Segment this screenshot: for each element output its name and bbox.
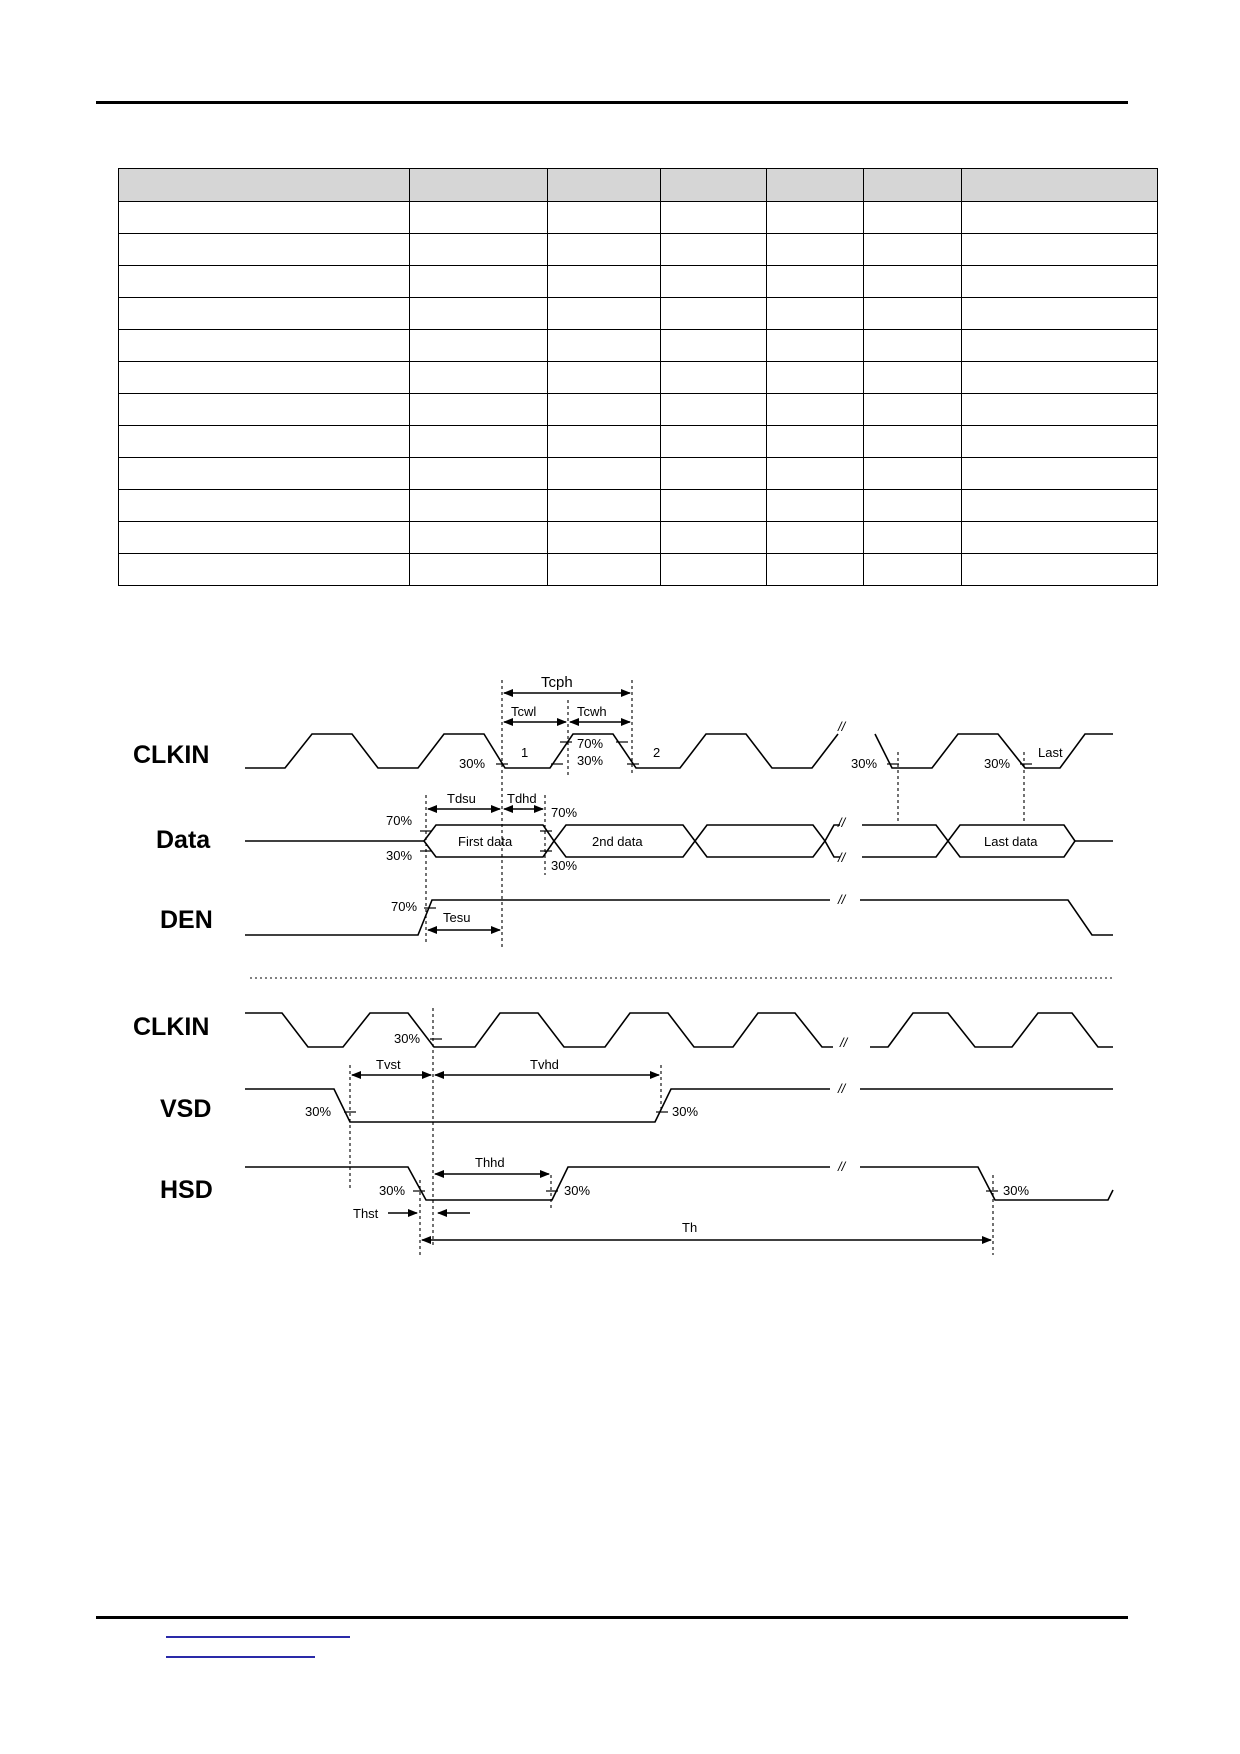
data-resume-bottom (862, 841, 948, 857)
table-row (119, 458, 1158, 490)
table-cell (119, 554, 410, 586)
table-cell (410, 202, 548, 234)
table-cell (767, 426, 863, 458)
table-cell (863, 394, 961, 426)
tcwl-label: Tcwl (511, 704, 537, 719)
clkin-bottom-label: CLKIN (133, 1013, 210, 1041)
table-cell (660, 426, 767, 458)
table-cell (410, 522, 548, 554)
clock-mark-2: 2 (653, 745, 661, 760)
data-label: Data (156, 826, 211, 854)
table-row (119, 522, 1158, 554)
table-cell (119, 362, 410, 394)
table-cell (767, 554, 863, 586)
table-cell (863, 298, 961, 330)
break-mark-hsd: // (838, 1159, 846, 1174)
table-row (119, 202, 1158, 234)
timing-spec-table (118, 168, 1158, 586)
table-cell (119, 458, 410, 490)
header-cell-symbol (410, 169, 548, 202)
level-30-clk-1: 30% (459, 756, 486, 771)
table-header-row (119, 169, 1158, 202)
table-cell (119, 234, 410, 266)
third-data-cell (695, 825, 825, 857)
break-mark-clkin-top: // (838, 719, 846, 734)
table-body (119, 202, 1158, 586)
table-cell (119, 330, 410, 362)
table-cell (962, 362, 1158, 394)
table-cell (660, 234, 767, 266)
level-30-data-right: 30% (551, 858, 578, 873)
table-cell (962, 522, 1158, 554)
table-row (119, 298, 1158, 330)
table-cell (767, 266, 863, 298)
den-wave-after-break (860, 900, 1113, 935)
table-cell (767, 202, 863, 234)
table-cell (767, 298, 863, 330)
table-row (119, 490, 1158, 522)
level-30-vsd-right: 30% (672, 1104, 699, 1119)
table-cell (660, 330, 767, 362)
table-cell (410, 554, 548, 586)
data-resume-top (862, 825, 948, 841)
table-cell (548, 234, 661, 266)
table-cell (548, 330, 661, 362)
table-cell (863, 330, 961, 362)
reference-lines (350, 680, 1024, 1255)
clock-mark-last: Last (1038, 745, 1063, 760)
table-cell (863, 458, 961, 490)
table-cell (548, 298, 661, 330)
level-30-hsd-left: 30% (379, 1183, 406, 1198)
table-cell (119, 426, 410, 458)
table-cell (660, 554, 767, 586)
table-cell (962, 394, 1158, 426)
thst-label: Thst (353, 1206, 379, 1221)
break-mark-data-top: // (838, 815, 846, 830)
table-cell (548, 266, 661, 298)
table-cell (410, 362, 548, 394)
table-cell (548, 458, 661, 490)
dimension-arrows (352, 693, 991, 1240)
table-row (119, 394, 1158, 426)
table-cell (863, 554, 961, 586)
level-70-den: 70% (391, 899, 418, 914)
tcph-label: Tcph (541, 674, 573, 691)
table-cell (863, 362, 961, 394)
table-cell (660, 394, 767, 426)
table-cell (767, 330, 863, 362)
level-30-clk-bottom: 30% (394, 1031, 421, 1046)
level-30-vsd-left: 30% (305, 1104, 332, 1119)
table-cell (548, 490, 661, 522)
table-cell (410, 298, 548, 330)
hsd-wave-after-break (860, 1167, 1113, 1200)
table-cell (410, 458, 548, 490)
table-cell (962, 266, 1158, 298)
hsd-label: HSD (160, 1176, 213, 1204)
level-30-hsd-mid: 30% (564, 1183, 591, 1198)
table-cell (863, 202, 961, 234)
level-30-clk-last: 30% (984, 756, 1011, 771)
table-cell (863, 234, 961, 266)
clkin-top-label: CLKIN (133, 741, 210, 769)
table-cell (410, 266, 548, 298)
table-cell (119, 522, 410, 554)
clock-mark-1: 1 (521, 745, 529, 760)
timing-diagram (0, 660, 1240, 1280)
level-70-clk-high: 70% (577, 736, 604, 751)
header-rule (96, 101, 1128, 104)
break-mark-clkin-bottom: // (840, 1035, 848, 1050)
table-row (119, 554, 1158, 586)
break-mark-data-bottom: // (838, 850, 846, 865)
clkin-top-wave (245, 734, 838, 768)
clkin-bottom-wave (245, 1013, 833, 1047)
table-cell (660, 298, 767, 330)
table-cell (548, 394, 661, 426)
table-cell (119, 298, 410, 330)
header-cell-min (548, 169, 661, 202)
table-cell (410, 394, 548, 426)
first-data-text: First data (458, 834, 513, 849)
table-cell (962, 426, 1158, 458)
table-cell (660, 522, 767, 554)
header-cell-parameter (119, 169, 410, 202)
vsd-label: VSD (160, 1095, 212, 1123)
tdhd-label: Tdhd (507, 791, 537, 806)
level-70-data-right: 70% (551, 805, 578, 820)
header-cell-max (767, 169, 863, 202)
header-cell-remark (962, 169, 1158, 202)
footer-link-underline[interactable] (166, 1636, 350, 1638)
footer-rule (96, 1616, 1128, 1619)
break-mark-vsd: // (838, 1081, 846, 1096)
last-data-text: Last data (984, 834, 1038, 849)
table-cell (660, 202, 767, 234)
level-70-data-left: 70% (386, 813, 413, 828)
table-cell (660, 490, 767, 522)
table-cell (962, 330, 1158, 362)
footer-link-underline[interactable] (166, 1656, 315, 1658)
table-cell (863, 522, 961, 554)
tvhd-label: Tvhd (530, 1057, 559, 1072)
table-row (119, 330, 1158, 362)
table-cell (767, 490, 863, 522)
table-cell (410, 330, 548, 362)
table-cell (660, 266, 767, 298)
table-row (119, 362, 1158, 394)
table-cell (548, 522, 661, 554)
break-mark-den: // (838, 892, 846, 907)
table-cell (767, 458, 863, 490)
den-label: DEN (160, 906, 213, 934)
table-cell (962, 202, 1158, 234)
level-30-clk-break: 30% (851, 756, 878, 771)
table-cell (660, 458, 767, 490)
level-30-data-left: 30% (386, 848, 413, 863)
thhd-label: Thhd (475, 1155, 505, 1170)
table-cell (863, 490, 961, 522)
level-30-clk-high: 30% (577, 753, 604, 768)
vsd-wave (245, 1089, 830, 1122)
table-cell (962, 298, 1158, 330)
header-cell-unit (863, 169, 961, 202)
table-cell (410, 426, 548, 458)
hsd-wave (245, 1167, 830, 1200)
th-label: Th (682, 1220, 698, 1235)
tcwh-label: Tcwh (577, 704, 607, 719)
table-cell (962, 234, 1158, 266)
table-cell (962, 554, 1158, 586)
table-cell (548, 426, 661, 458)
tesu-label: Tesu (443, 910, 471, 925)
table-cell (119, 202, 410, 234)
table-row (119, 266, 1158, 298)
second-data-text: 2nd data (592, 834, 643, 849)
table-cell (548, 362, 661, 394)
table-cell (767, 362, 863, 394)
table-cell (767, 394, 863, 426)
table-cell (548, 202, 661, 234)
table-cell (548, 554, 661, 586)
header-cell-typ (660, 169, 767, 202)
clkin-bottom-wave-after-break (870, 1013, 1113, 1047)
table-cell (119, 266, 410, 298)
table-cell (962, 458, 1158, 490)
tdsu-label: Tdsu (447, 791, 476, 806)
table-row (119, 234, 1158, 266)
table-cell (767, 234, 863, 266)
table-cell (962, 490, 1158, 522)
table-cell (863, 426, 961, 458)
table-row (119, 426, 1158, 458)
table-cell (410, 234, 548, 266)
table-cell (863, 266, 961, 298)
den-wave (245, 900, 830, 935)
tvst-label: Tvst (376, 1057, 401, 1072)
table-cell (119, 394, 410, 426)
table-cell (119, 490, 410, 522)
table-cell (410, 490, 548, 522)
table-cell (767, 522, 863, 554)
table-cell (660, 362, 767, 394)
level-30-hsd-right: 30% (1003, 1183, 1030, 1198)
